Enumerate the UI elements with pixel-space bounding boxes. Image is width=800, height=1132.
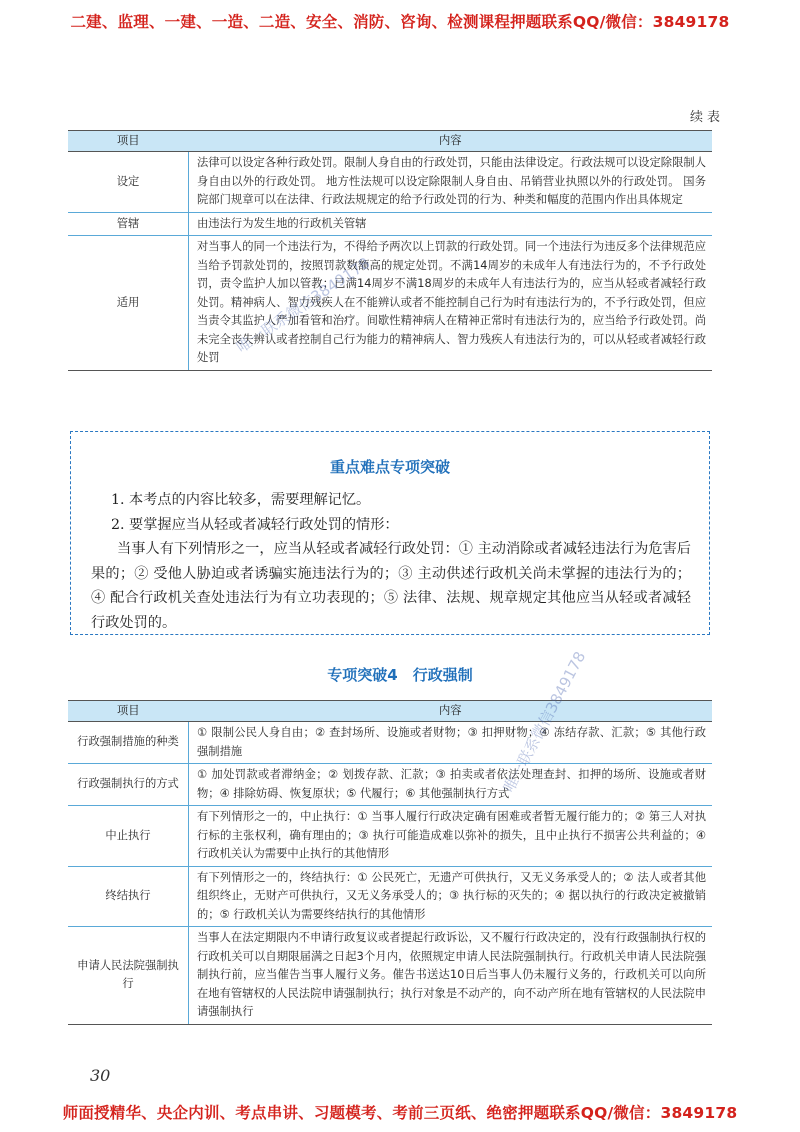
enforcement-table [68, 700, 712, 1025]
penalty-table [68, 130, 712, 371]
header-content: 内容 [189, 701, 713, 722]
page-number: 30 [90, 1066, 111, 1085]
row-content: ① 加处罚款或者滞纳金；② 划拨存款、汇款；③ 拍卖或者依法处理查封、扣押的场所、设施或者财物；④ 排除妨碍、恢复原状；⑤ 代履行；⑥ 其他强制执行方式 [189, 764, 713, 806]
header-content: 内容 [189, 131, 713, 152]
header-item: 项目 [68, 701, 189, 722]
row-content: 由违法行为发生地的行政机关管辖 [189, 212, 713, 236]
table-row [68, 722, 712, 764]
table-row [68, 866, 712, 927]
table-header-row [68, 131, 712, 152]
key-points-box [70, 431, 710, 635]
table-row [68, 764, 712, 806]
continued-label: 续表 [689, 110, 724, 125]
row-content: 有下列情形之一的，终结执行：① 公民死亡，无遗产可供执行，又无义务承受人的；② 法人或者其他组织终止，无财产可供执行，又无义务承受人的；③ 执行标的灭失的；④ 据以执行的行政决定被撤销的；⑤ 行政机关认为需要终结执行的其他情形 [189, 866, 713, 927]
key-point-paragraph: 当事人有下列情形之一，应当从轻或者减轻行政处罚：① 主动消除或者减轻违法行为危害后果的；② 受他人胁迫或者诱骗实施违法行为的；③ 主动供述行政机关尚未掌握的违法行为的；④ 配合行政机关查处违法行为有立功表现的；⑤ 法律、法规、规章规定其他应当从轻或者减轻行政处罚的。 [91, 541, 691, 631]
top-promo-banner: 二建、监理、一建、一造、二造、安全、消防、咨询、检测课程押题联系QQ/微信：3849178 [70, 13, 730, 31]
row-item: 设定 [68, 152, 189, 213]
table-header-row [68, 701, 712, 722]
bottom-promo-banner: 师面授精华、央企内训、考点串讲、习题模考、考前三页纸、绝密押题联系QQ/微信：3849178 [62, 1104, 738, 1122]
table-row [68, 236, 712, 371]
row-content: ① 限制公民人身自由；② 查封场所、设施或者财物；③ 扣押财物；④ 冻结存款、汇款；⑤ 其他行政强制措施 [189, 722, 713, 764]
section-title: 专项突破4 行政强制 [327, 666, 473, 684]
row-item: 管辖 [68, 212, 189, 236]
header-item: 项目 [68, 131, 189, 152]
row-content: 有下列情形之一的，中止执行：① 当事人履行行政决定确有困难或者暂无履行能力的；② 第三人对执行标的主张权利，确有理由的；③ 执行可能造成难以弥补的损失，且中止执行不损害公共利益的；④ 行政机关认为需要中止执行的其他情形 [189, 806, 713, 867]
row-item: 适用 [68, 236, 189, 371]
key-points-title: 重点难点专项突破 [329, 458, 450, 476]
row-item: 行政强制措施的种类 [68, 722, 189, 764]
row-content: 法律可以设定各种行政处罚。限制人身自由的行政处罚，只能由法律设定。行政法规可以设定除限制人身自由以外的行政处罚。 地方性法规可以设定除限制人身自由、吊销营业执照以外的行政处罚。 国务院部门规章可以在法律、行政法规规定的给予行政处罚的行为、种类和幅度的范围内作出具体规定 [189, 152, 713, 213]
table-row [68, 152, 712, 213]
watermark: 唯一联系微信3849178 [499, 648, 590, 796]
row-item: 行政强制执行的方式 [68, 764, 189, 806]
table-row [68, 806, 712, 867]
row-content: 当事人在法定期限内不申请行政复议或者提起行政诉讼，又不履行行政决定的，没有行政强制执行权的行政机关可以自期限届满之日起3个月内，依照规定申请人民法院强制执行。行政机关申请人民法院强制执行前，应当催告当事人履行义务。催告书送达10日后当事人仍未履行义务的，行政机关可以向所在地有管辖权的人民法院申请强制执行；执行对象是不动产的，向不动产所在地有管辖权的人民法院申请强制执行 [189, 927, 713, 1025]
row-content: 对当事人的同一个违法行为，不得给予两次以上罚款的行政处罚。同一个违法行为违反多个法律规范应当给予罚款处罚的，按照罚款数额高的规定处罚。不满14周岁的未成年人有违法行为的，不予行政处罚，责令监护人加以管教；已满14周岁不满18周岁的未成年人有违法行为的，应当从轻或者减轻行政处罚。精神病人、智力残疾人在不能辨认或者不能控制自己行为时有违法行为的，不予行政处罚，但应当责令其监护人严加看管和治疗。间歇性精神病人在精神正常时有违法行为的，应当给予行政处罚。尚未完全丧失辨认或者控制自己行为能力的精神病人、智力残疾人有违法行为的，可以从轻或者减轻行政处罚 [189, 236, 713, 371]
key-point-item: 2. 要掌握应当从轻或者减轻行政处罚的情形： [111, 516, 399, 533]
key-point-item: 1. 本考点的内容比较多，需要理解记忆。 [111, 492, 371, 508]
table-row [68, 927, 712, 1025]
row-item: 申请人民法院强制执行 [68, 927, 189, 1025]
table-row [68, 212, 712, 236]
row-item: 终结执行 [68, 866, 189, 927]
row-item: 中止执行 [68, 806, 189, 867]
watermark: 唯一联系微信3849178 [233, 253, 374, 357]
